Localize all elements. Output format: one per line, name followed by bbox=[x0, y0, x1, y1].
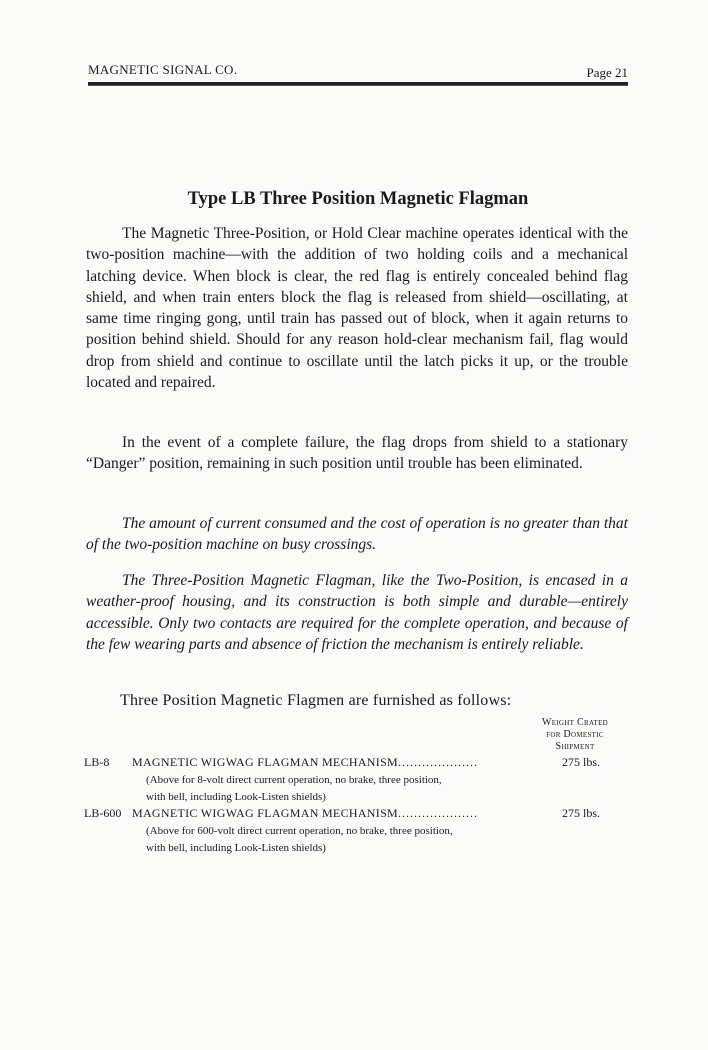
item-note-line: with bell, including Look-Listen shields) bbox=[146, 842, 326, 854]
item-note-line: (Above for 600-volt direct current operation, no brake, three position, bbox=[146, 825, 453, 837]
item-code: LB-600 bbox=[84, 806, 122, 820]
item-weight: 275 lbs. bbox=[562, 755, 601, 769]
weight-header-line: Shipment bbox=[555, 741, 595, 752]
paragraph-construction: The Three-Position Magnetic Flagman, like the Two-Position, is encased in a weather-proof housing, and its construction is both simple and durable—entirely accessible. Only two contacts are required for the complete operation, and because of the few wearing parts and absence of friction the mechanism is entirely reliable. bbox=[86, 572, 628, 653]
item-note bbox=[146, 772, 546, 806]
company-name: MAGNETIC SIGNAL CO. bbox=[88, 62, 238, 77]
list-intro: Three Position Magnetic Flagmen are furnished as follows: bbox=[120, 692, 512, 709]
paragraph-current: The amount of current consumed and the cost of operation is no greater than that of the two-position machine on busy crossings. bbox=[86, 515, 628, 554]
weight-header-line: Weight Crated bbox=[541, 717, 609, 728]
page-title: Type LB Three Position Magnetic Flagman bbox=[187, 189, 529, 209]
weight-column-header bbox=[520, 717, 630, 753]
item-name bbox=[132, 755, 550, 770]
dot-leader: .................... bbox=[398, 755, 479, 769]
item-name-text: MAGNETIC WIGWAG FLAGMAN MECHANISM bbox=[132, 806, 399, 820]
item-weight: 275 lbs. bbox=[562, 806, 601, 820]
item-note-line: (Above for 8-volt direct current operation, no brake, three position, bbox=[146, 774, 442, 786]
paragraph-operation: The Magnetic Three-Position, or Hold Clear machine operates identical with the two-position machine—with the addition of two holding coils and a mechanical latching device. When block is clear, the red flag is entirely concealed behind flag shield, and when train enters block the flag is released from shield—oscillating, at same time ringing gong, until train has passed out of block, when it again returns to position behind shield. Should for any reason hold-clear mechanism fail, flag would drop from shield and continue to oscillate until the latch picks it up, or the trouble located and repaired. bbox=[86, 225, 628, 392]
dot-leader: .................... bbox=[398, 806, 479, 820]
item-code: LB-8 bbox=[84, 755, 110, 769]
page-number: Page 21 bbox=[586, 65, 628, 80]
item-name bbox=[132, 806, 550, 821]
item-name-text: MAGNETIC WIGWAG FLAGMAN MECHANISM bbox=[132, 755, 399, 769]
weight-header-line: for Domestic bbox=[546, 729, 604, 740]
item-note bbox=[146, 823, 546, 857]
paragraph-failure: In the event of a complete failure, the flag drops from shield to a stationary “Danger” position, remaining in such position until trouble has been eliminated. bbox=[86, 434, 628, 473]
item-note-line: with bell, including Look-Listen shields) bbox=[146, 791, 326, 803]
header-rule bbox=[88, 82, 628, 86]
